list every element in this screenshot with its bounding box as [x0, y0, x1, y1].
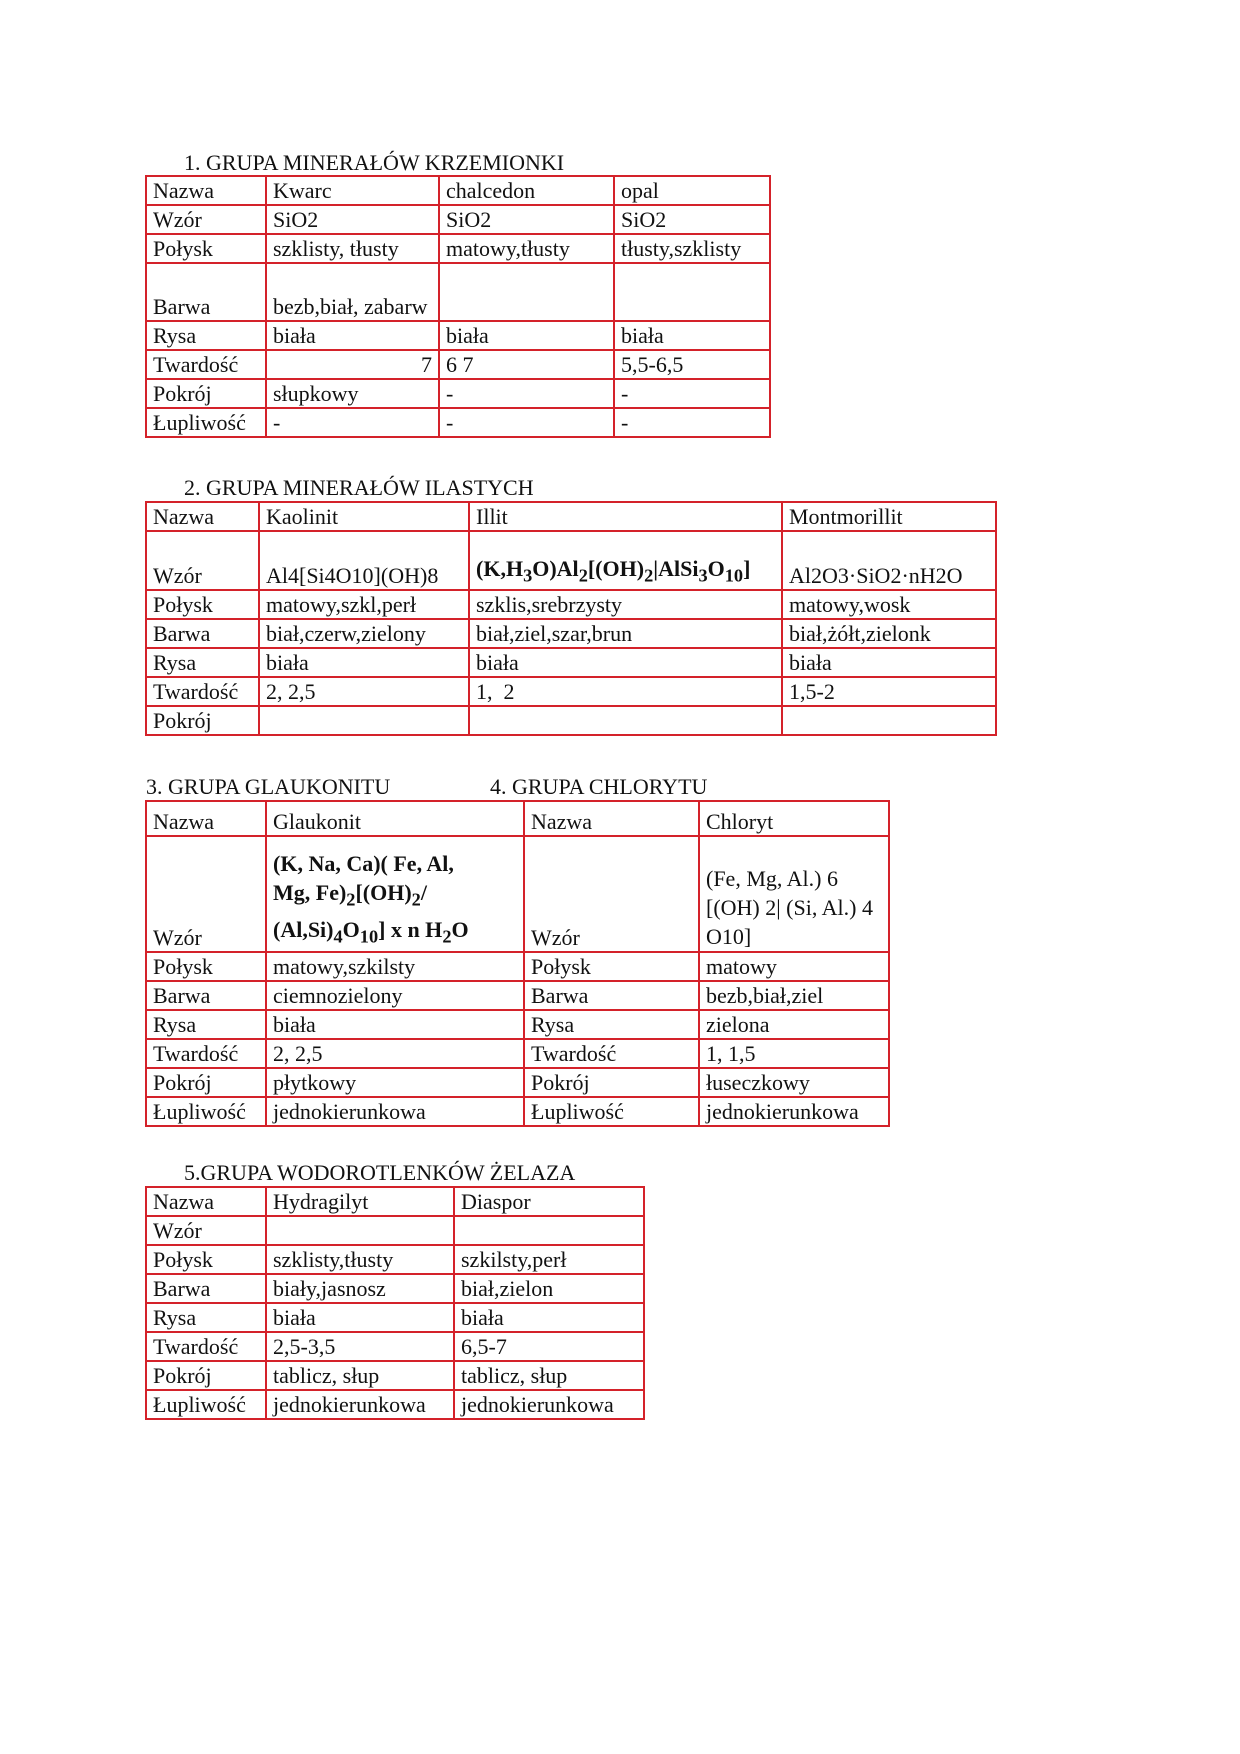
- row-label: Barwa: [146, 263, 266, 321]
- cell: 1,5-2: [782, 677, 996, 706]
- row-label: Rysa: [146, 1303, 266, 1332]
- cell: tablicz, słup: [454, 1361, 644, 1390]
- row-label: Nazwa: [146, 801, 266, 836]
- row-label: Rysa: [524, 1010, 699, 1039]
- cell: 1, 2: [469, 677, 782, 706]
- formula-cell: [266, 836, 524, 952]
- cell: szklisty,tłusty: [266, 1245, 454, 1274]
- cell: biała: [439, 321, 614, 350]
- row-label: Wzór: [146, 205, 266, 234]
- cell: jednokierunkowa: [454, 1390, 644, 1419]
- cell: biał,ziel,szar,brun: [469, 619, 782, 648]
- cell: biała: [454, 1303, 644, 1332]
- cell: Al2O3·SiO2·nH2O: [782, 531, 996, 590]
- cell: słupkowy: [266, 379, 439, 408]
- row-label: Rysa: [146, 1010, 266, 1039]
- row-label: Wzór: [146, 836, 266, 952]
- row-label: Wzór: [146, 1216, 266, 1245]
- cell: biała: [614, 321, 770, 350]
- cell: tablicz, słup: [266, 1361, 454, 1390]
- row-label: Rysa: [146, 648, 259, 677]
- iron-hydroxide-table: [145, 1186, 645, 1420]
- table-row: [146, 706, 996, 735]
- cell: Al4[Si4O10](OH)8: [259, 531, 469, 590]
- table-row: [146, 321, 770, 350]
- cell: bezb,biał, zabarw: [266, 263, 439, 321]
- row-label: Łupliwość: [146, 1390, 266, 1419]
- table-row: [146, 1332, 644, 1361]
- row-label: Pokrój: [146, 1361, 266, 1390]
- table-row: [146, 836, 889, 952]
- cell: Kwarc: [266, 176, 439, 205]
- row-label: Barwa: [146, 1274, 266, 1303]
- row-label: Łupliwość: [146, 1097, 266, 1126]
- table-row: [146, 801, 889, 836]
- table-row: [146, 531, 996, 590]
- table-row: [146, 1245, 644, 1274]
- table-row: [146, 176, 770, 205]
- row-label: Barwa: [524, 981, 699, 1010]
- row-label: Twardość: [146, 1039, 266, 1068]
- table-row: [146, 502, 996, 531]
- cell: biał,czerw,zielony: [259, 619, 469, 648]
- row-label: Barwa: [146, 981, 266, 1010]
- cell: [266, 1216, 454, 1245]
- cell: jednokierunkowa: [266, 1097, 524, 1126]
- cell: [439, 263, 614, 321]
- cell: bezb,biał,ziel: [699, 981, 889, 1010]
- column-header: Chloryt: [699, 801, 889, 836]
- cell: 2, 2,5: [266, 1039, 524, 1068]
- section-2-heading: 2. GRUPA MINERAŁÓW ILASTYCH: [184, 475, 534, 500]
- section-5-heading: 5.GRUPA WODOROTLENKÓW ŻELAZA: [184, 1160, 576, 1185]
- table-row: [146, 1390, 644, 1419]
- cell: biała: [782, 648, 996, 677]
- table-row: [146, 263, 770, 321]
- table-row: [146, 590, 996, 619]
- table-row: [146, 1274, 644, 1303]
- cell: 7: [266, 350, 439, 379]
- cell: biała: [266, 321, 439, 350]
- table-row: [146, 1303, 644, 1332]
- column-header: Montmorillit: [782, 502, 996, 531]
- table-row: [146, 677, 996, 706]
- table-row: [146, 981, 889, 1010]
- table-row: [146, 952, 889, 981]
- cell: SiO2: [439, 205, 614, 234]
- formula-line: (K, Na, Ca)( Fe, Al,: [273, 851, 454, 877]
- row-label: Łupliwość: [524, 1097, 699, 1126]
- cell: płytkowy: [266, 1068, 524, 1097]
- cell: matowy,wosk: [782, 590, 996, 619]
- cell: 1, 1,5: [699, 1039, 889, 1068]
- silica-table: [145, 175, 771, 438]
- cell: 2,5-3,5: [266, 1332, 454, 1361]
- row-label: Połysk: [146, 1245, 266, 1274]
- formula-line: Mg, $Fe)_2[(OH)_2/$: [273, 880, 427, 910]
- cell: biała: [259, 648, 469, 677]
- cell: tłusty,szklisty: [614, 234, 770, 263]
- row-label: Pokrój: [524, 1068, 699, 1097]
- cell: matowy: [699, 952, 889, 981]
- table-row: [146, 1187, 644, 1216]
- cell: biały,jasnosz: [266, 1274, 454, 1303]
- row-label: Nazwa: [524, 801, 699, 836]
- cell: -: [614, 408, 770, 437]
- section-4-heading: 4. GRUPA CHLORYTU: [490, 774, 708, 799]
- table-row: [146, 1216, 644, 1245]
- row-label: Połysk: [146, 234, 266, 263]
- column-header: Kaolinit: [259, 502, 469, 531]
- cell: zielona: [699, 1010, 889, 1039]
- cell: (Fe, Mg, Al.) 6 [(OH) 2| (Si, Al.) 4 O10]: [699, 836, 889, 952]
- table-row: [146, 1361, 644, 1390]
- table-row: [146, 1097, 889, 1126]
- cell: matowy,szkl,perł: [259, 590, 469, 619]
- row-label: Połysk: [524, 952, 699, 981]
- table-row: [146, 1039, 889, 1068]
- cell: [782, 706, 996, 735]
- cell: biał,żółt,zielonk: [782, 619, 996, 648]
- row-label: Twardość: [146, 350, 266, 379]
- table-row: [146, 350, 770, 379]
- cell: jednokierunkowa: [699, 1097, 889, 1126]
- row-label: Rysa: [146, 321, 266, 350]
- row-label: Pokrój: [146, 1068, 266, 1097]
- row-label: Łupliwość: [146, 408, 266, 437]
- cell: 5,5-6,5: [614, 350, 770, 379]
- formula-line: $(Al,Si)_4O_{10}$] x n $H_2O$: [273, 916, 469, 946]
- clay-table: [145, 501, 997, 736]
- row-label: Twardość: [524, 1039, 699, 1068]
- cell: biała: [469, 648, 782, 677]
- table-row: [146, 1068, 889, 1097]
- cell: biała: [266, 1010, 524, 1039]
- table-row: [146, 619, 996, 648]
- cell: biał,zielon: [454, 1274, 644, 1303]
- formula-cell: $(K,H_3O)Al_2[(OH)_2|AlSi_3O_{10}]$: [469, 531, 782, 590]
- cell: [469, 706, 782, 735]
- cell: łuseczkowy: [699, 1068, 889, 1097]
- row-label: Twardość: [146, 1332, 266, 1361]
- cell: [614, 263, 770, 321]
- cell: -: [266, 408, 439, 437]
- cell: matowy,tłusty: [439, 234, 614, 263]
- table-row: [146, 648, 996, 677]
- cell: szkilsty,perł: [454, 1245, 644, 1274]
- table-row: [146, 205, 770, 234]
- column-header: Illit: [469, 502, 782, 531]
- section-3-heading: 3. GRUPA GLAUKONITU: [146, 774, 391, 799]
- glauconite-chlorite-table: [145, 800, 890, 1127]
- cell: 6,5-7: [454, 1332, 644, 1361]
- cell: SiO2: [614, 205, 770, 234]
- column-header: Glaukonit: [266, 801, 524, 836]
- cell: jednokierunkowa: [266, 1390, 454, 1419]
- column-header: Diaspor: [454, 1187, 644, 1216]
- row-label: Nazwa: [146, 176, 266, 205]
- cell: [454, 1216, 644, 1245]
- row-label: Nazwa: [146, 502, 259, 531]
- cell: -: [439, 408, 614, 437]
- cell: biała: [266, 1303, 454, 1332]
- table-row: [146, 408, 770, 437]
- row-label: Twardość: [146, 677, 259, 706]
- row-label: Barwa: [146, 619, 259, 648]
- row-label: Połysk: [146, 952, 266, 981]
- cell: ciemnozielony: [266, 981, 524, 1010]
- cell: matowy,szkilsty: [266, 952, 524, 981]
- cell: szklis,srebrzysty: [469, 590, 782, 619]
- row-label: Pokrój: [146, 706, 259, 735]
- row-label: Wzór: [146, 531, 259, 590]
- table-row: [146, 234, 770, 263]
- section-1-heading: 1. GRUPA MINERAŁÓW KRZEMIONKI: [184, 150, 565, 175]
- cell: szklisty, tłusty: [266, 234, 439, 263]
- row-label: Połysk: [146, 590, 259, 619]
- cell: -: [439, 379, 614, 408]
- row-label: Nazwa: [146, 1187, 266, 1216]
- cell: 2, 2,5: [259, 677, 469, 706]
- row-label: Pokrój: [146, 379, 266, 408]
- cell: [259, 706, 469, 735]
- cell: SiO2: [266, 205, 439, 234]
- cell: 6 7: [439, 350, 614, 379]
- cell: chalcedon: [439, 176, 614, 205]
- row-label: Wzór: [524, 836, 699, 952]
- cell: -: [614, 379, 770, 408]
- column-header: Hydragilyt: [266, 1187, 454, 1216]
- cell: opal: [614, 176, 770, 205]
- table-row: [146, 1010, 889, 1039]
- table-row: [146, 379, 770, 408]
